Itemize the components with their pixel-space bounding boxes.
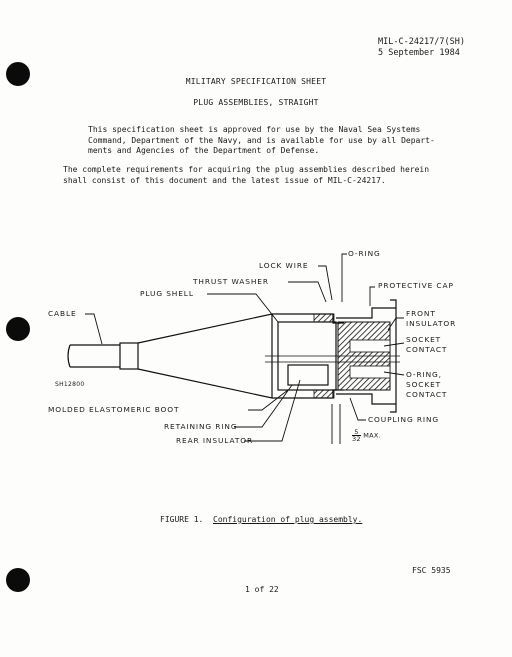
label-cable: CABLE bbox=[48, 309, 77, 318]
fsc-code: FSC 5935 bbox=[412, 566, 451, 575]
approval-line: Command, Department of the Navy, and is available for use by all Depart- bbox=[88, 135, 435, 145]
label-retaining-ring: RETAINING RING bbox=[164, 422, 238, 431]
approval-line: ments and Agencies of the Department of Defense. bbox=[88, 146, 320, 155]
label-line: O-RING, bbox=[406, 370, 442, 379]
label-line: INSULATOR bbox=[406, 319, 457, 328]
label-o-ring-socket-contact bbox=[406, 370, 447, 400]
document-date: 5 September 1984 bbox=[378, 48, 460, 58]
label-rear-insulator: REAR INSULATOR bbox=[176, 436, 253, 445]
dimension-fraction bbox=[352, 429, 361, 442]
dimension-numerator: 5 bbox=[352, 429, 361, 436]
page-subtitle: PLUG ASSEMBLIES, STRAIGHT bbox=[193, 98, 319, 107]
label-o-ring: O-RING bbox=[348, 249, 381, 258]
label-thrust-washer: THRUST WASHER bbox=[193, 277, 269, 286]
label-line: FRONT bbox=[406, 309, 436, 318]
label-plug-shell: PLUG SHELL bbox=[140, 289, 194, 298]
label-protective-cap: PROTECTIVE CAP bbox=[378, 281, 454, 290]
caption-text: Configuration of plug assembly. bbox=[213, 515, 363, 524]
dimension-label bbox=[352, 429, 381, 442]
requirements-line: shall consist of this document and the latest issue of MIL-C-24217. bbox=[63, 175, 386, 185]
figure-caption bbox=[160, 515, 362, 524]
page-number: 1 of 22 bbox=[245, 585, 279, 594]
label-line: CONTACT bbox=[406, 390, 448, 399]
approval-line: This specification sheet is approved for use by the Naval Sea Systems bbox=[88, 125, 421, 134]
dimension-max: MAX. bbox=[363, 431, 382, 440]
label-socket-contact bbox=[406, 335, 447, 355]
requirements-line: The complete requirements for acquiring the plug assemblies described herein bbox=[63, 165, 430, 174]
dimension-denominator: 32 bbox=[352, 435, 361, 443]
label-line: SOCKET bbox=[406, 380, 442, 389]
label-molded-boot: MOLDED ELASTOMERIC BOOT bbox=[48, 405, 180, 414]
label-line: SOCKET bbox=[406, 335, 442, 344]
caption-prefix: FIGURE 1. bbox=[160, 515, 204, 524]
label-lock-wire: LOCK WIRE bbox=[259, 261, 309, 270]
label-sh-number: SH12800 bbox=[55, 381, 85, 388]
label-line: CONTACT bbox=[406, 345, 448, 354]
label-front-insulator bbox=[406, 309, 456, 329]
label-coupling-ring: COUPLING RING bbox=[368, 415, 440, 424]
page-title: MILITARY SPECIFICATION SHEET bbox=[185, 77, 327, 86]
document-number: MIL-C-24217/7(SH) bbox=[378, 37, 465, 47]
